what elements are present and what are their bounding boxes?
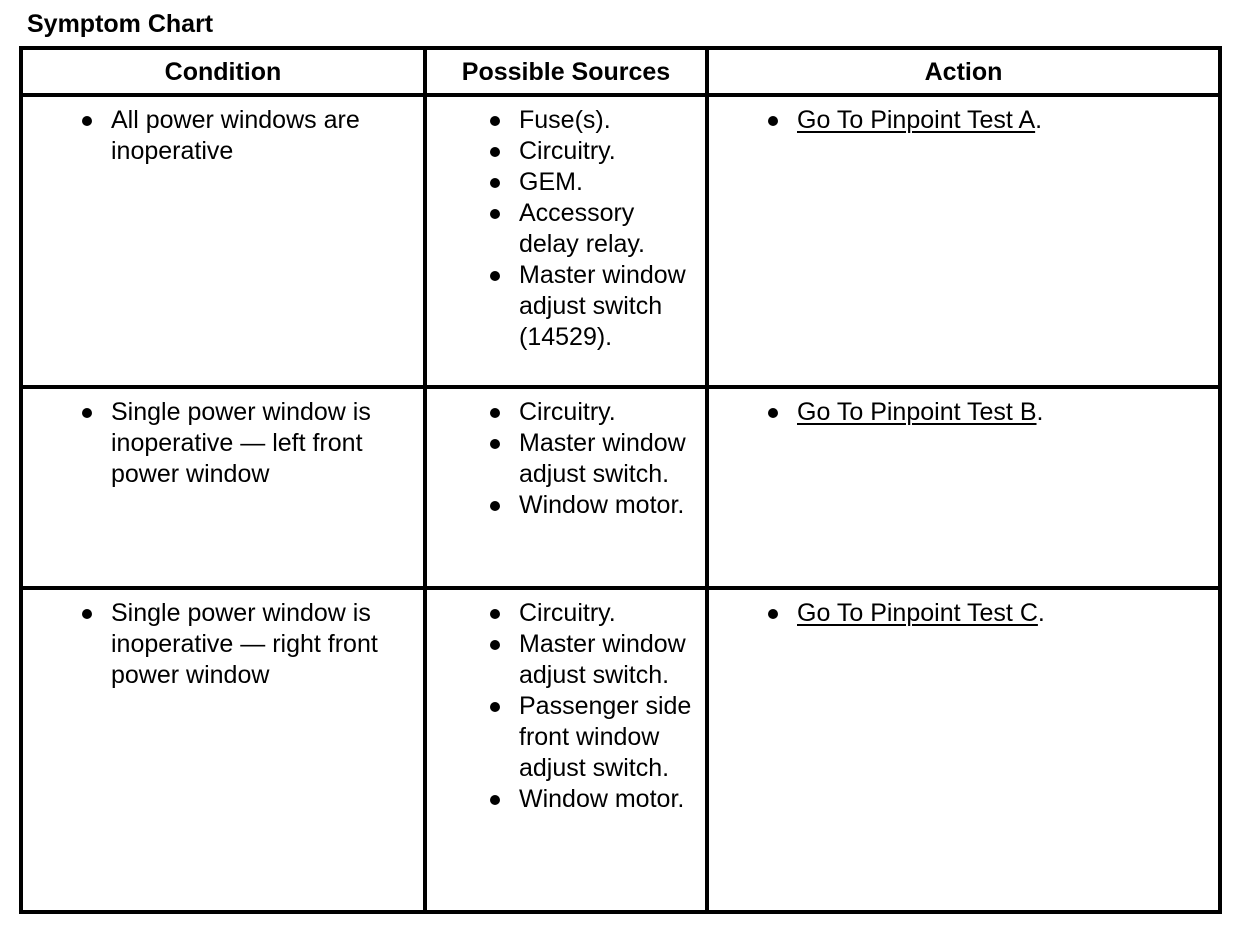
action-item: [797, 105, 1212, 136]
pinpoint-test-a-link[interactable]: Go To Pinpoint Test A: [797, 106, 1036, 134]
condition-list: [23, 97, 423, 173]
source-item: Window motor.: [519, 784, 699, 815]
condition-item: All power windows are inoperative: [111, 105, 415, 167]
sources-list: [427, 97, 705, 359]
action-cell: [707, 95, 1220, 387]
condition-item: Single power window is inoperative — left front power window: [111, 397, 415, 490]
table-row: [21, 387, 1220, 588]
sources-list: [427, 590, 705, 821]
column-header-action: Action: [707, 48, 1220, 95]
condition-list: [23, 590, 423, 697]
action-suffix: .: [1037, 599, 1045, 627]
action-cell: [707, 387, 1220, 588]
action-suffix: .: [1036, 398, 1044, 426]
column-header-sources: Possible Sources: [425, 48, 707, 95]
condition-list: [23, 389, 423, 496]
source-item: Circuitry.: [519, 598, 699, 629]
source-item: Master window adjust switch.: [519, 629, 699, 691]
action-suffix: .: [1035, 106, 1043, 134]
action-cell: [707, 588, 1220, 912]
page-title: Symptom Chart: [27, 10, 214, 38]
action-list: [709, 389, 1218, 434]
condition-cell: [21, 95, 425, 387]
source-item: Window motor.: [519, 490, 699, 521]
sources-cell: [425, 387, 707, 588]
sources-cell: [425, 588, 707, 912]
source-item: Accessory delay relay.: [519, 198, 699, 260]
source-item: Passenger side front window adjust switch.: [519, 691, 699, 784]
source-item: Master window adjust switch (14529).: [519, 260, 699, 353]
table-row: [21, 95, 1220, 387]
source-item: Master window adjust switch.: [519, 428, 699, 490]
source-item: Circuitry.: [519, 397, 699, 428]
symptom-table: [19, 46, 1222, 914]
condition-cell: [21, 588, 425, 912]
table-header-row: [21, 48, 1220, 95]
pinpoint-test-c-link[interactable]: Go To Pinpoint Test C: [797, 599, 1038, 627]
action-list: [709, 590, 1218, 635]
action-item: [797, 397, 1212, 428]
column-header-condition: Condition: [21, 48, 425, 95]
sources-list: [427, 389, 705, 527]
source-item: GEM.: [519, 167, 699, 198]
action-list: [709, 97, 1218, 142]
pinpoint-test-b-link[interactable]: Go To Pinpoint Test B: [797, 398, 1037, 426]
table-row: [21, 588, 1220, 912]
condition-cell: [21, 387, 425, 588]
source-item: Fuse(s).: [519, 105, 699, 136]
action-item: [797, 598, 1212, 629]
source-item: Circuitry.: [519, 136, 699, 167]
condition-item: Single power window is inoperative — right front power window: [111, 598, 415, 691]
sources-cell: [425, 95, 707, 387]
